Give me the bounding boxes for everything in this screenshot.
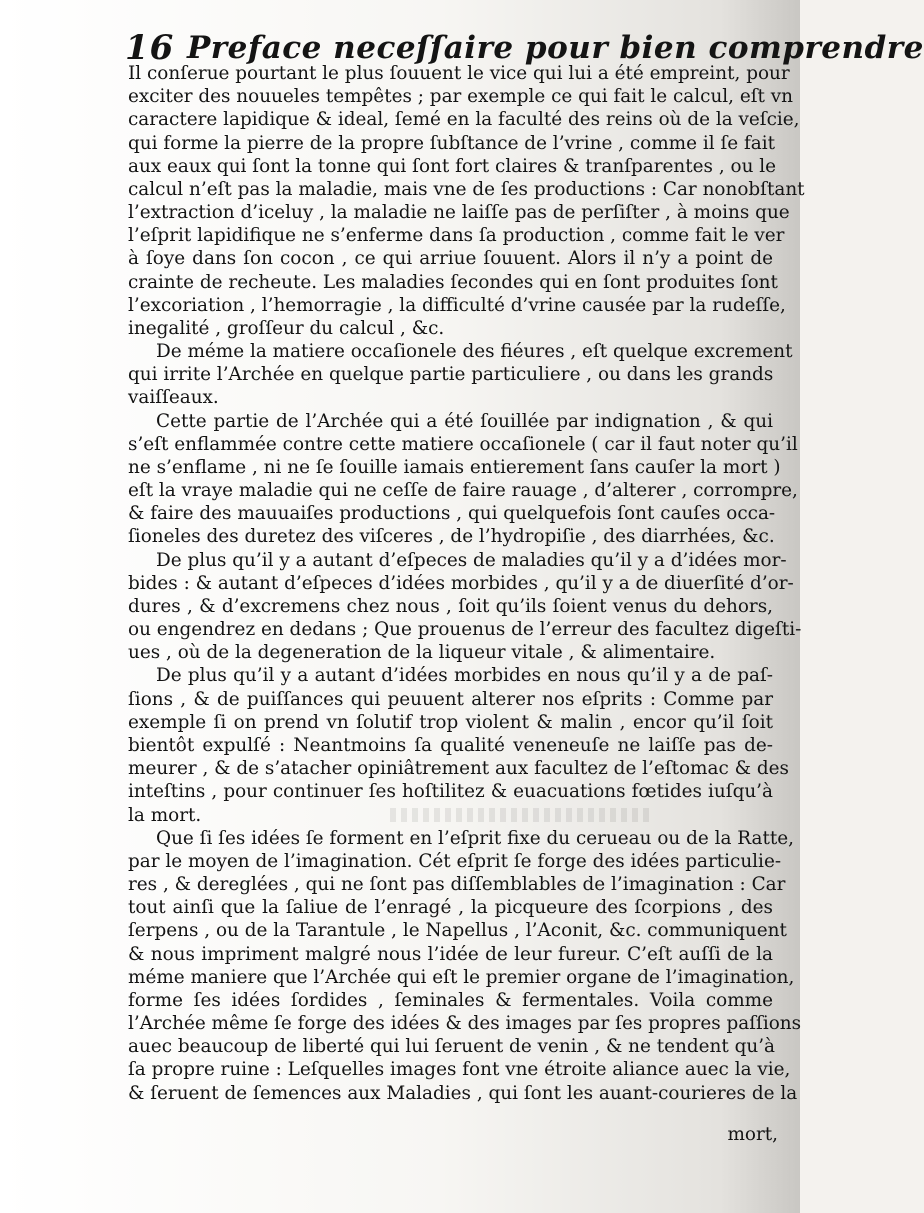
text-line: auec beaucoup de liberté qui lui ſeruent de venin , & ne tendent qu’à [128, 1036, 776, 1058]
text-line: Il conſerue pourtant le plus ſouuent le vice qui lui a été empreint, pour [128, 63, 790, 84]
text-line: ou engendrez en dedans ; Que prouenus de l’erreur des facultez digeſti- [128, 619, 802, 641]
text-line: qui irrite l’Archée en quelque partie particuliere , ou dans les grands [128, 364, 774, 386]
text-line: inegalité , groſſeur du calcul , &c. [128, 317, 445, 339]
text-line: ues , où de la degeneration de la liqueur vitale , & alimentaire. [128, 642, 716, 664]
text-line: De plus qu’il y a autant d’idées morbides en nous qu’il y a de paſ- [156, 665, 773, 687]
text-line: forme ſes idées ſordides , ſeminales & fermentales. Voila comme [128, 989, 773, 1011]
text-line: & ſeruent de ſemences aux Maladies , qui ſont les auant-courieres de la [128, 1082, 798, 1104]
text-line: Que ſi ſes idées ſe forment en l’eſprit fixe du cerueau ou de la Ratte, [156, 827, 795, 849]
text-line: ſerpens , ou de la Tarantule , le Napellus , l’Aconit, &c. communiquent [128, 920, 787, 942]
text-line: exemple ſi on prend vn ſolutif trop violent & malin , encor qu’il ſoit [128, 711, 773, 733]
text-line: calcul n’eſt pas la maladie, mais vne de ſes productions : Car nonobſtant [128, 178, 805, 200]
text-line: crainte de recheute. Les maladies ſecondes qui en ſont produites ſont [128, 271, 778, 293]
text-line: ſioneles des duretez des viſceres , de l’hydropiſie , des diarrhées, &c. [128, 526, 775, 548]
text-line: qui forme la pierre de la propre ſubſtance de l’vrine , comme il ſe fait [128, 132, 776, 154]
text-line: & nous impriment malgré nous l’idée de leur fureur. C’eſt auſſi de la [128, 943, 773, 965]
text-line: l’Archée même ſe forge des idées & des images par ſes propres paſſions [128, 1013, 802, 1035]
text-line: s’eſt enflammée contre cette matiere occaſionele ( car il faut noter qu’il [128, 433, 798, 455]
text-line: inteſtins , pour continuer ſes hoſtilitez & euacuations fœtides iuſqu’à [128, 781, 773, 803]
text-line: par le moyen de l’imagination. Cét eſprit ſe forge des idées particulie- [128, 850, 782, 872]
text-line: caractere lapidique & ideal, ſemé en la faculté des reins où de la veſcie, [128, 109, 800, 131]
text-line: tout ainſi que la ſaliue de l’enragé , la picqueure des ſcorpions , des [128, 897, 773, 919]
text-line: l’extraction d’iceluy , la maladie ne laiſſe pas de perſiſter , à moins que [128, 202, 790, 224]
text-line: l’eſprit lapidifique ne s’enferme dans ſa production , comme fait le ver [128, 225, 785, 247]
text-line: meurer , & de s’atacher opiniâtrement aux facultez de l’eſtomac & des [128, 758, 789, 780]
text-line: De méme la matiere occaſionele des fiéures , eſt quelque excrement [156, 341, 793, 363]
text-line: bides : & autant d’eſpeces d’idées morbides , qu’il y a de diuerſité d’or- [128, 572, 794, 594]
body-text [128, 62, 805, 1105]
text-line: De plus qu’il y a autant d’eſpeces de maladies qu’il y a d’idées mor- [156, 549, 787, 571]
text-line: eſt la vraye maladie qui ne ceſſe de faire rauage , d’alterer , corrompre, [128, 480, 798, 502]
text-line: & faire des mauuaiſes productions , qui quelquefois ſont cauſes occa- [128, 503, 776, 525]
text-line: dures , & d’excremens chez nous , ſoit qu’ils ſoient venus du dehors, [128, 595, 773, 617]
text-line: res , & dereglées , qui ne ſont pas diſſemblables de l’imagination : Car [128, 874, 786, 896]
text-line: l’excoriation , l’hemorragie , la difficulté d’vrine causée par la rudeſſe, [128, 294, 786, 316]
text-line: exciter des nouueles tempêtes ; par exemple ce qui fait le calcul, eſt vn [128, 86, 794, 108]
running-title: Preface neceſſaire pour bien comprendre [187, 30, 924, 66]
text-line: vaiſſeaux. [128, 387, 219, 409]
text-line: ne s’enflame , ni ne ſe ſouille iamais entierement ſans cauſer la mort ) [128, 456, 781, 478]
text-line: la mort. [128, 804, 202, 826]
text-line: méme maniere que l’Archée qui eſt le premier organe de l’imagination, [128, 966, 795, 988]
text-line: ſions , & de puiſſances qui peuuent alterer nos eſprits : Comme par [128, 688, 773, 710]
text-line: Cette partie de l’Archée qui a été ſouillée par indignation , & qui [156, 410, 773, 432]
text-line: ſa propre ruine : Leſquelles images font vne étroite aliance auec la vie, [128, 1059, 791, 1081]
page-number: 16 [125, 28, 175, 68]
text-line: bientôt expulſé : Neantmoins ſa qualité veneneuſe ne laiſſe pas de- [128, 734, 773, 756]
text-line: aux eaux qui ſont la tonne qui ſont fort claires & tranſparentes , ou le [128, 155, 777, 177]
catchword: mort, [727, 1124, 778, 1145]
text-line: à ſoye dans ſon cocon , ce qui arriue ſouuent. Alors il n’y a point de [128, 248, 773, 270]
